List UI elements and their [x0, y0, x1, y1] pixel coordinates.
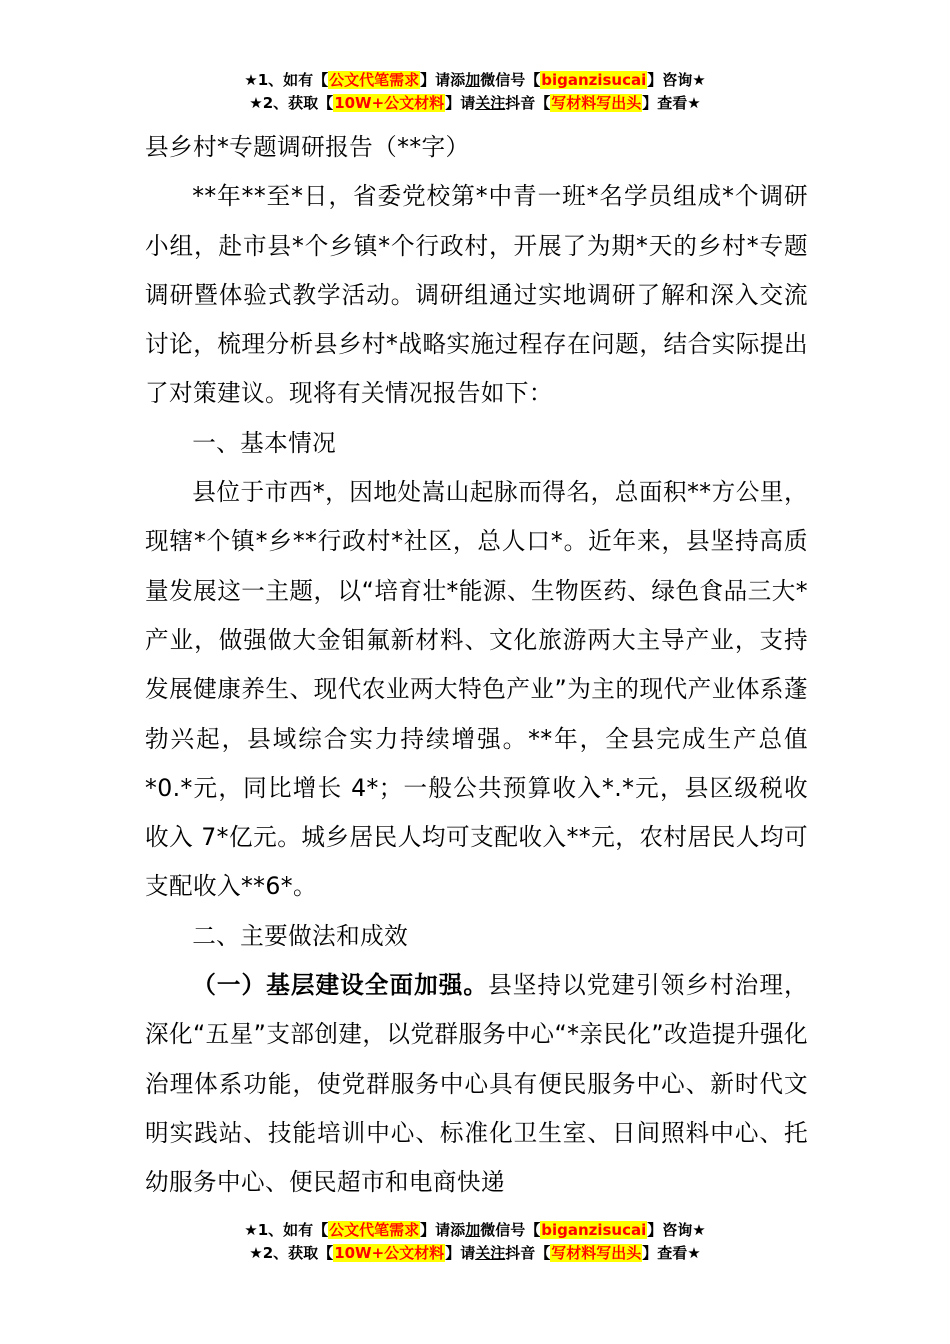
banner-text: 】请添	[420, 1221, 466, 1239]
banner-highlight: 公文代笔需求	[329, 1221, 420, 1239]
banner-line-1	[0, 1219, 950, 1242]
banner-text: ★2、获取【	[249, 94, 334, 112]
banner-underline: 加	[465, 1221, 481, 1239]
section-1-heading: 一、基本情况	[192, 428, 337, 457]
banner-text: 微信号【	[480, 71, 541, 89]
document-body	[145, 123, 808, 1208]
banner-text: ★1、如有【	[244, 1221, 329, 1239]
banner-text: 】查看★	[642, 1244, 701, 1262]
banner-text: 】查看★	[642, 94, 701, 112]
banner-text: ★1、如有【	[244, 71, 329, 89]
banner-highlight: 写材料写出头	[551, 1244, 642, 1262]
intro-paragraph: **年**至*日，省委党校第*中青一班*名学员组成*个调研小组，赴市县*个乡镇*个行政村，开展了为期*天的乡村*专题调研暨体验式教学活动。调研组通过实地调研了解和深入交流讨论，梳理分析县乡村*战略实施过程存在问题，结合实际提出了对策建议。现将有关情况报告如下：	[145, 182, 808, 408]
banner-highlight: biganzisucai	[541, 1221, 647, 1239]
section-2-heading: 二、主要做法和成效	[192, 921, 409, 950]
banner-line-2	[0, 92, 950, 115]
banner-text: ★2、获取【	[249, 1244, 334, 1262]
footer-banner	[0, 1219, 950, 1265]
banner-line-2	[0, 1242, 950, 1265]
subsection-1-text: 县坚持以党建引领乡村治理，深化“五星”支部创建，以党群服务中心“*亲民化”改造提升强化治理体系功能，使党群服务中心具有便民服务中心、新时代文明实践站、技能培训中心、标准化卫生室、日间照料中心、托幼服务中心、便民超市和电商快递	[145, 971, 808, 1197]
document-title: 县乡村*专题调研报告（**字）	[145, 133, 470, 161]
banner-underline: 关注	[475, 1244, 506, 1262]
header-banner	[0, 69, 950, 115]
banner-highlight: biganzisucai	[541, 71, 647, 89]
banner-text: 抖音【	[505, 1244, 551, 1262]
subsection-1-paragraph	[145, 961, 808, 1207]
banner-underline: 加	[465, 71, 481, 89]
banner-highlight: 10W+公文材料	[334, 1244, 445, 1262]
banner-text: 微信号【	[480, 1221, 541, 1239]
banner-highlight: 10W+公文材料	[334, 94, 445, 112]
banner-text: 】请	[445, 1244, 476, 1262]
banner-line-1	[0, 69, 950, 92]
banner-underline: 关注	[475, 94, 506, 112]
banner-text: 抖音【	[505, 94, 551, 112]
banner-highlight: 写材料写出头	[551, 94, 642, 112]
banner-text: 】咨询★	[647, 1221, 706, 1239]
subsection-1-heading: （一）基层建设全面加强。	[192, 971, 489, 1000]
banner-text: 】请添	[420, 71, 466, 89]
banner-text: 】请	[445, 94, 476, 112]
section-1-paragraph: 县位于市西*，因地处嵩山起脉而得名，总面积**方公里，现辖*个镇*乡**行政村*社区，总人口*。近年来，县坚持高质量发展这一主题，以“培育壮*能源、生物医药、绿色食品三大*产业，做强做大金钼氟新材料、文化旅游两大主导产业，支持发展健康养生、现代农业两大特色产业”为主的现代产业体系蓬勃兴起，县域综合实力持续增强。**年，全县完成生产总值*0.*元，同比增长 4*；一般公共预算收入*.*元，县区级税收收入 7*亿元。城乡居民人均可支配收入**元，农村居民人均可支配收入**6*。	[145, 478, 808, 901]
banner-text: 】咨询★	[647, 71, 706, 89]
banner-highlight: 公文代笔需求	[329, 71, 420, 89]
